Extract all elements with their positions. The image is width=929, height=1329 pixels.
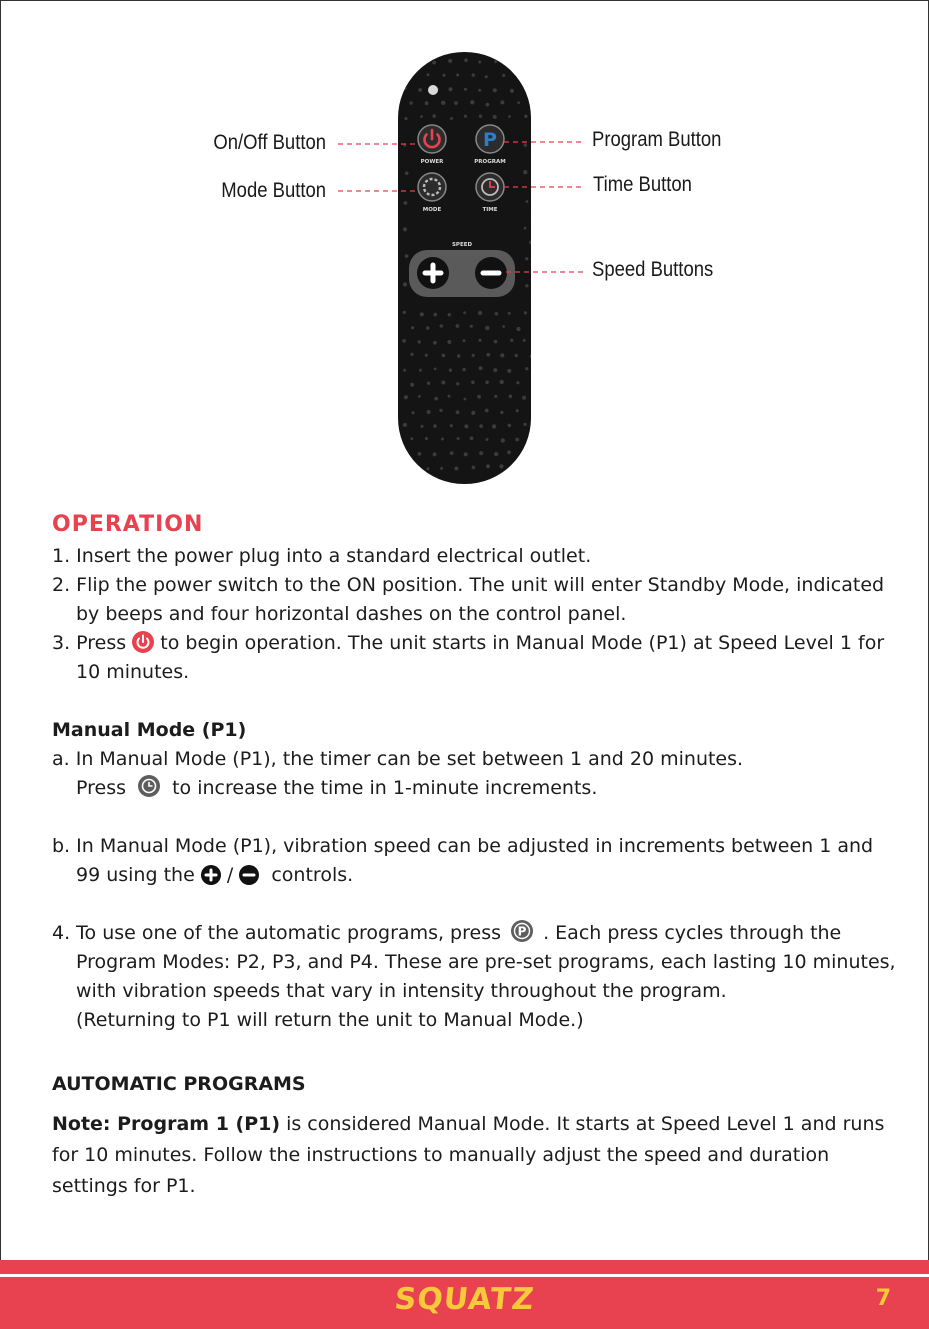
speed-label: SPEED bbox=[451, 242, 473, 248]
footer-stripe bbox=[0, 1274, 929, 1277]
step-2: 2. Flip the power switch to the ON position. The unit will enter Standby Mode, indicated bbox=[52, 574, 885, 596]
callout-speed: Speed Buttons bbox=[592, 258, 714, 281]
minus-icon bbox=[239, 865, 259, 885]
callout-time: Time Button bbox=[593, 173, 692, 196]
speed-minus-button[interactable] bbox=[475, 257, 507, 289]
manual-b-cont: 99 using the / controls. bbox=[76, 864, 354, 886]
remote-illustration bbox=[0, 0, 929, 500]
note-line-1: Note: Program 1 (P1) is considered Manual Mode. It starts at Speed Level 1 and runs bbox=[52, 1113, 885, 1135]
svg-text:P: P bbox=[517, 924, 527, 939]
callout-onoff: On/Off Button bbox=[213, 131, 326, 154]
indicator-light bbox=[428, 85, 438, 95]
note-line-3: settings for P1. bbox=[52, 1175, 196, 1197]
program-button[interactable] bbox=[476, 125, 504, 153]
remote-diagram bbox=[0, 0, 929, 500]
step-2-cont: by beeps and four horizontal dashes on the control panel. bbox=[76, 603, 627, 625]
mode-label: MODE bbox=[422, 207, 442, 213]
mode-button[interactable] bbox=[418, 173, 446, 201]
manual-a: a. In Manual Mode (P1), the timer can be set between 1 and 20 minutes. bbox=[52, 748, 744, 770]
step-3: 3. Press to begin operation. The unit starts in Manual Mode (P1) at Speed Level 1 for bbox=[52, 632, 885, 654]
step-1: 1. Insert the power plug into a standard electrical outlet. bbox=[52, 545, 592, 567]
step-4-line-3: with vibration speeds that vary in intensity throughout the program. bbox=[76, 980, 727, 1002]
manual-a-cont: Press to increase the time in 1-minute increments. bbox=[52, 774, 892, 803]
power-button[interactable] bbox=[418, 125, 446, 153]
step-4: 4. To use one of the automatic programs, press P . Each press cycles through the bbox=[52, 919, 892, 948]
time-button[interactable] bbox=[476, 173, 504, 201]
step-4-line-2: Program Modes: P2, P3, and P4. These are pre-set programs, each lasting 10 minutes, bbox=[76, 951, 896, 973]
note-line-2: for 10 minutes. Follow the instructions to manually adjust the speed and duration bbox=[52, 1144, 830, 1166]
callout-mode: Mode Button bbox=[221, 179, 326, 202]
power-label: POWER bbox=[420, 159, 444, 165]
manual-heading: Manual Mode (P1) bbox=[52, 719, 247, 741]
callout-program: Program Button bbox=[592, 128, 722, 151]
manual-b: b. In Manual Mode (P1), vibration speed can be adjusted in increments between 1 and bbox=[52, 835, 874, 857]
operation-heading: OPERATION bbox=[52, 512, 204, 537]
program-label: PROGRAM bbox=[474, 159, 506, 165]
time-label: TIME bbox=[482, 207, 498, 213]
power-icon bbox=[132, 631, 154, 653]
program-icon bbox=[509, 919, 535, 943]
step-4-line-4: (Returning to P1 will return the unit to Manual Mode.) bbox=[76, 1009, 584, 1031]
instructions bbox=[52, 510, 896, 1202]
brand-logo: SQUATZ bbox=[392, 1282, 537, 1317]
page-number: 7 bbox=[875, 1286, 891, 1311]
auto-programs-heading: AUTOMATIC PROGRAMS bbox=[52, 1073, 306, 1095]
plus-icon bbox=[201, 865, 221, 885]
speed-plus-button[interactable] bbox=[417, 257, 449, 289]
clock-icon bbox=[136, 774, 162, 798]
step-3-cont: 10 minutes. bbox=[76, 661, 190, 683]
program-icon: P bbox=[483, 129, 497, 151]
